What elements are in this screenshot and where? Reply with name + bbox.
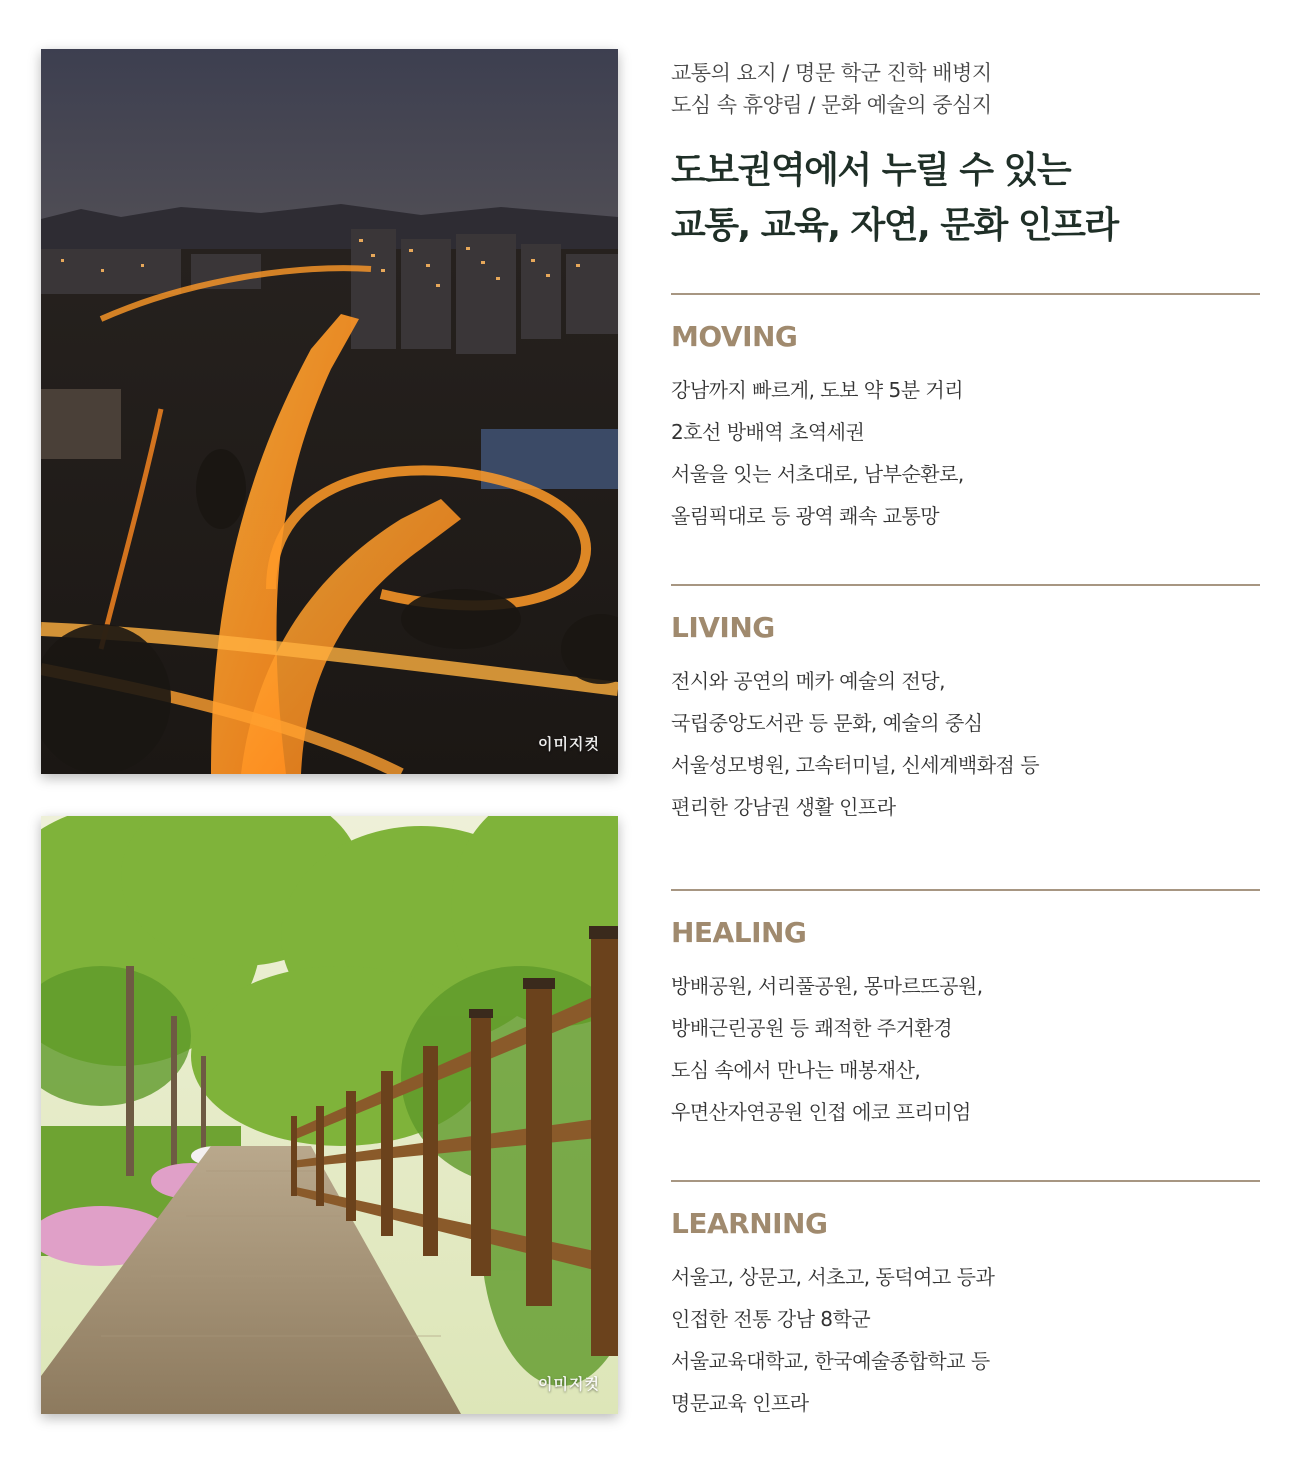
- image-watermark: 이미지컷: [538, 735, 600, 753]
- headline-line: 도보권역에서 누릴 수 있는: [671, 150, 1071, 191]
- section-moving: [671, 293, 1260, 537]
- section-line: 방배근린공원 등 쾌적한 주거환경: [671, 1016, 953, 1040]
- night-highway-photo: [41, 49, 618, 774]
- section-line: 방배공원, 서리풀공원, 몽마르뜨공원,: [671, 974, 983, 998]
- section-title: LEARNING: [671, 1207, 828, 1240]
- section-line: 국립중앙도서관 등 문화, 예술의 중심: [671, 711, 983, 735]
- park-walkway-illustration: [41, 816, 618, 1414]
- section-line: 올림픽대로 등 광역 쾌속 교통망: [671, 504, 940, 528]
- section-title: MOVING: [671, 320, 798, 353]
- section-healing: [671, 889, 1260, 1133]
- section-lines: [671, 660, 1260, 828]
- section-line: 서울성모병원, 고속터미널, 신세계백화점 등: [671, 753, 1040, 777]
- section-line: 강남까지 빠르게, 도보 약 5분 거리: [671, 378, 964, 402]
- section-lines: [671, 965, 1260, 1133]
- image-watermark: 이미지컷: [538, 1375, 600, 1393]
- section-line: 우면산자연공원 인접 에코 프리미엄: [671, 1100, 971, 1124]
- headline-line: 교통, 교육, 자연, 문화 인프라: [671, 205, 1118, 246]
- section-title: LIVING: [671, 611, 775, 644]
- section-line: 편리한 강남권 생활 인프라: [671, 795, 896, 819]
- section-line: 2호선 방배역 초역세권: [671, 420, 865, 444]
- section-lines: [671, 369, 1260, 537]
- night-highway-illustration: [41, 49, 618, 774]
- section-line: 서울고, 상문고, 서초고, 동덕여고 등과: [671, 1265, 995, 1289]
- tagline: 교통의 요지 / 명문 학군 진학 배병지: [671, 61, 992, 85]
- intro-block: [671, 57, 1260, 253]
- park-walkway-photo: [41, 816, 618, 1414]
- section-lines: [671, 1256, 1260, 1424]
- section-living: [671, 584, 1260, 828]
- section-line: 명문교육 인프라: [671, 1391, 809, 1415]
- tagline: 도심 속 휴양림 / 문화 예술의 중심지: [671, 93, 992, 117]
- section-learning: [671, 1180, 1260, 1424]
- section-line: 서울교육대학교, 한국예술종합학교 등: [671, 1349, 990, 1373]
- section-line: 인접한 전통 강남 8학군: [671, 1307, 871, 1331]
- section-title: HEALING: [671, 916, 807, 949]
- page-headline: [671, 143, 1260, 253]
- section-line: 도심 속에서 만나는 매봉재산,: [671, 1058, 921, 1082]
- section-line: 서울을 잇는 서초대로, 남부순환로,: [671, 462, 964, 486]
- section-line: 전시와 공연의 메카 예술의 전당,: [671, 669, 945, 693]
